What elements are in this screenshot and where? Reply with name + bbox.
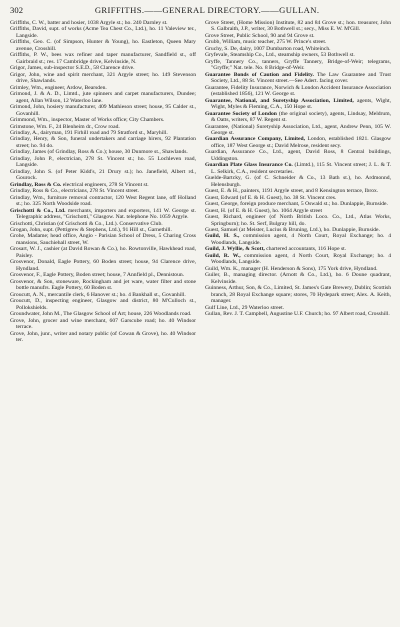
- entry-name: Guest: [205, 194, 219, 201]
- entry-text: (Home Mission) Institute, 82 and 84 Grove st.; hon. treasurer, John S. Galbraith, J.P., writer, 30 Bothwell st.; secy., Miss E. W. M'Gill.: [211, 20, 391, 33]
- directory-entry: Griffiths, Geo. C. (of Simpson, Hunter & Young), ho. Eastleton, Queen Mary avenue, Crosshill.: [10, 39, 196, 52]
- entry-name: Guinness: [205, 285, 226, 292]
- entry-text: Ltd., 29 Waterloo street.: [229, 304, 285, 311]
- entry-name: Gryfevale: [205, 52, 228, 59]
- entry-name: Grimond: [10, 104, 31, 111]
- directory-entry: Grosvenor, Donald, Eagle Pottery, 60 Boden street; house, 94 Clarence drive, Hyndland.: [10, 259, 196, 272]
- entry-name: Guarantee: [205, 123, 229, 130]
- entry-name: Guarantee, National, and Suretyship Association, Limited,: [205, 97, 354, 104]
- entry-text: Samuel (at Meister, Lucius & Bruning, Ltd.), ho. Dunlappie, Burnside.: [220, 227, 380, 233]
- entry-name: Grubb: [205, 39, 220, 46]
- entry-text: H. (of E. & H. Guest), ho. 1064 Argyle street: [220, 207, 323, 214]
- entry-name: Groucutt: [10, 291, 30, 298]
- running-title: GRIFFITHS.——GENERAL DIRECTORY.——GULLAN.: [94, 5, 320, 15]
- entry-text: E. & H., painters, 1191 Argyle street, and 8 Kensington terrace, Ibrox.: [220, 188, 379, 195]
- directory-entry: [205, 162, 391, 175]
- entry-name: Guild, J. Wyllie, & Scott,: [205, 246, 265, 253]
- entry-text: Madame; head office, Angio - Parisian School of Dress, 5 Charing Cross mansions, Sauchiehall street, W.: [16, 233, 196, 246]
- directory-entry: Gryfevale, Steamship Co., Ltd., steamship owners, 53 Bothwell st.: [205, 52, 355, 59]
- directory-entry: Grindlay, John P., electrician, 278 St. Vincent st.; ho. 55 Lochleven road, Langside.: [10, 155, 196, 169]
- entry-name: Grischotti: [10, 220, 33, 227]
- entry-text: Donald, Eagle Pottery, 60 Boden street; house, 94 Clarence drive, Hyndland.: [16, 259, 196, 272]
- entry-name: Grigor: [10, 71, 25, 78]
- entry-name: Griffiths: [10, 39, 30, 46]
- directory-entry: Grogan, John, supt. (Pettigrew & Stephens, Ltd.), 91 Hill st., Garnethill.: [10, 227, 172, 233]
- entry-name: Grindlay: [10, 149, 30, 156]
- entry-text: commission agent, 4 North Court, Royal Exchange; ho. 4 Woodlands, Langside.: [211, 252, 391, 266]
- directory-entry: [205, 253, 391, 266]
- entry-name: Gulf Line: [205, 304, 227, 311]
- directory-entry: Guest, Samuel (at Meister, Lucius & Bruning, Ltd.), ho. Dunlappie, Burnside.: [205, 227, 380, 233]
- entry-name: Guild, R. W.,: [205, 252, 241, 259]
- directory-column-left: [10, 20, 196, 623]
- entry-name: Groundwater: [10, 311, 40, 318]
- entry-text: Wm. K., manager (H. Henderson & Sons), 175 York drive, Hyndland.: [220, 265, 378, 272]
- entry-name: Grindlay, Ross & Co.: [10, 181, 62, 188]
- entry-text: Richard, engineer (of North British Loco. Co., Ltd., Atlas Works, Springburn); ho. St. Serf, Bulgray hill, do.: [211, 214, 391, 227]
- entry-text: John, supt. (Pettigrew & Stephens, Ltd.), 91 Hill st., Garnethill.: [29, 227, 172, 233]
- entry-name: Grindlay: [10, 155, 30, 162]
- entry-name: Guest: [205, 227, 219, 233]
- entry-text: A., dairyman, 191 Firhill road and 79 Stratford st., Maryhill.: [32, 129, 168, 136]
- entry-text: Arthur, Son, & Co., Limited, St. James's Gate Brewery, Dublin; Scottish branch, 28 Royal Exchange square; stores, 70 Hydepark street; Alex. A. Keith, manager.: [211, 285, 391, 305]
- entry-text: Ross & Co., electricians, 278 St. Vincent street.: [32, 188, 140, 195]
- entry-text: Wm., engineer, Ardow, Bearsden.: [31, 84, 107, 91]
- directory-entry: [205, 72, 391, 85]
- directory-columns: [10, 20, 391, 623]
- directory-entry: Guardian, Assurance Co., Ltd., agent, David Ross, 8 Central buildings, Uddingston.: [205, 149, 391, 162]
- entry-name: Grosvenor: [10, 272, 34, 279]
- directory-entry: Guest, H. (of E. & H. Guest), ho. 1064 Argyle street: [205, 207, 323, 214]
- entry-text: James, sub-inspector S.E.D., 58 Clarence drive.: [27, 65, 135, 72]
- directory-entry: Grindlay, Henry, & Son, funeral undertakers and carriage hirers, 92 Plantation street; ho. 94 do.: [10, 136, 196, 149]
- directory-entry: Guinness, Arthur, Son, & Co., Limited, St. James's Gate Brewery, Dublin; Scottish branch, 28 Royal Exchange square; stores, 70 Hydepark street; Alex. A. Keith, manager.: [205, 285, 391, 305]
- directory-entry: Grove, John, junr., writer and notary public (of Cowan & Grove), ho. 40 Windsor ter.: [10, 330, 196, 343]
- entry-name: Grove Street: [205, 20, 234, 26]
- directory-entry: [205, 98, 391, 111]
- directory-entry: Grimmond, Wm., inspector, Master of Works office; City Chambers.: [10, 117, 165, 124]
- entry-name: Gryffe: [205, 58, 220, 65]
- entry-text: Wm., furniture removal contractor, 120 West Regent lane, off Holland st.; ho. 325 North Woodside road.: [16, 194, 196, 208]
- directory-entry: Gruchy, S. De, dairy, 1007 Dumbarton road, Whiteinch.: [205, 45, 331, 52]
- directory-entry: Griffiths, David, supt. of works (Acme Tea Chest Co., Ltd.), ho. 11 Valeview ter., Langside.: [10, 26, 196, 39]
- entry-name: Grindlay: [10, 194, 30, 201]
- entry-name: Guiler: [205, 272, 220, 279]
- entry-text: commission agent, 4 North Court, Royal Exchange; ho. 4 Woodlands, Langside.: [211, 233, 391, 246]
- directory-entry: Guarantee, (National) Suretyship Association, Ltd., agent, Andrew Penn, 105 W. George st.: [205, 123, 391, 136]
- entry-text: J. & A. D., Limtd., jute spinners and carpet manufacturers, Dundee; agent, Allan Wilson, 12 Waterloo lane.: [16, 91, 196, 104]
- directory-entry: Grischotti, Christian (of Grischotti & Co., Ltd.). Conservative Club.: [10, 220, 163, 227]
- directory-entry: Grove Street, Public School, 90 and 94 Grove st.: [205, 32, 315, 39]
- entry-text: (National) Suretyship Association, Ltd., agent, Andrew Penn, 105 W. George st.: [211, 123, 391, 136]
- entry-text: W. J., cashier (at David Rowan & Co.), ho. Rowtonville, Hawkhead road, Paisley.: [16, 246, 196, 259]
- entry-name: Guest: [205, 188, 219, 195]
- entry-text: Edward (of E. & H. Guest), ho. 38 St. Vincent cres.: [220, 194, 337, 201]
- entry-text: & Son, stoneware, Rockingham and jet ware, water filter and stone bottle manufrs. Eagle Pottery, 60 Boden st.: [16, 278, 196, 292]
- entry-name: Guarantee Society of London: [205, 110, 277, 117]
- entry-name: Grosvenor: [10, 278, 34, 285]
- directory-entry: Grosart, W. J., cashier (at David Rowan & Co.), ho. Rowtonville, Hawkhead road, Paisley.: [10, 246, 196, 259]
- directory-entry: Guelde-Bartcky, G. (of C. Schneider & Co., 13 Bath st.), ho. Ardmonnd, Helensburgh.: [205, 175, 391, 188]
- entry-text: London, established 1821. Glasgow office, 187 West George st.; David Melrose, resident secy.: [211, 136, 391, 149]
- directory-entry: [205, 233, 391, 246]
- entry-name: Groucutt: [10, 298, 30, 305]
- directory-entry: Grindlay, Wm., furniture removal contractor, 120 West Regent lane, off Holland st.; ho. 325 North Woodside road.: [10, 194, 196, 208]
- directory-entry: Griffiths, P. W., bees wax refiner and taper manufacturer, Sandfield st., off Gairbraid st.; res. 17 Cambridge drive, Kelvinside, N.: [10, 52, 196, 65]
- directory-entry: Guest, Edward (of E. & H. Guest), ho. 38 St. Vincent cres.: [205, 194, 337, 201]
- entry-text: A. N., mercantile clerk, 6 Hanover st.; ho. 4 Bankhall st., Govanhill.: [32, 291, 186, 298]
- directory-entry: Guiler, B., managing director. (Arnott & Co., Ltd.), ho. 6 Doune quadrant, Kelvinside.: [205, 272, 391, 285]
- entry-text: James (of Grindlay, Ross & Co.); house, 30 Dunmore st., Shawlands.: [32, 149, 188, 156]
- entry-text: John, junr., writer and notary public (of Cowan & Grove), ho. 40 Windsor ter.: [16, 330, 196, 343]
- entry-name: Griffiths: [10, 20, 30, 26]
- entry-text: merchants, importers and exporters, 141 W. George st. Telegraphic address, "Grischotti," Glasgow. Nat. telephone No. 1059 Argyle.: [16, 207, 196, 221]
- entry-name: Grindlay: [10, 129, 30, 136]
- entry-text: John, wine and spirit merchant, 321 Argyle street; ho. 149 Stevenson drive, Shawlands.: [16, 71, 196, 85]
- entry-text: Christian (of Grischotti & Co., Ltd.). Conservative Club.: [35, 220, 163, 227]
- directory-entry: Grimley, Wm., engineer, Ardow, Bearsden.: [10, 84, 107, 91]
- entry-name: Gruchy: [205, 45, 222, 52]
- entry-name: Grischotti & Co., Ltd.: [10, 207, 66, 214]
- directory-entry: Grubb, William, music teacher, 275 W. Prince's street.: [205, 39, 327, 46]
- entry-text: John M., The Glasgow School of Art; house, 226 Woodlands road.: [42, 311, 192, 318]
- entry-name: Grimmond: [10, 117, 35, 124]
- directory-entry: Gulf Line, Ltd., 29 Waterloo street.: [205, 304, 285, 311]
- directory-entry: Grigor, John, wine and spirit merchant, 321 Argyle street; ho. 149 Stevenson drive, Shawlands.: [10, 71, 196, 85]
- entry-text: agents, Wight, Wight, Myles & Fleming, C.A., 150 Hope st.: [211, 97, 391, 111]
- entry-name: Grigor: [10, 65, 25, 72]
- entry-text: C. W., batter and hosier, 1038 Argyle st.; ho. 240 Darnley st.: [32, 20, 168, 26]
- directory-column-right: [205, 20, 391, 623]
- entry-name: Grove Street: [205, 32, 234, 39]
- entry-name: Grogan: [10, 227, 27, 233]
- entry-name: Grimond: [10, 91, 31, 98]
- entry-name: Guardian: [205, 149, 226, 156]
- directory-entry: Grindlay, John S. (of Peter Kidd's, 21 Drury st.); ho. Janefield, Albert rd., Gourock.: [10, 168, 196, 182]
- entry-name: Grindlay: [10, 168, 30, 175]
- entry-text: (Limtd.), 115 St. Vincent street; J. L. & T. L. Selkirk, C.A., resident secretaries.: [211, 162, 391, 175]
- directory-entry: Grigor, James, sub-inspector S.E.D., 58 Clarence drive.: [10, 65, 135, 72]
- directory-entry: Groundwater, John M., The Glasgow School of Art; house, 226 Woodlands road.: [10, 311, 192, 318]
- directory-entry: Guest, E. & H., painters, 1191 Argyle street, and 8 Kensington terrace, Ibrox.: [205, 188, 379, 195]
- entry-name: Grindlay: [10, 188, 30, 195]
- page-header: [10, 5, 391, 17]
- entry-text: Rev. J. T. Campbell, Augustine U.F. Church; ho. 97 Albert road, Crosshill.: [223, 311, 390, 318]
- directory-entry: Guest, Richard, engineer (of North British Loco. Co., Ltd., Atlas Works, Springburn); ho. St. Serf, Bulgray hill, do.: [205, 214, 391, 227]
- entry-name: Grove: [10, 317, 25, 324]
- directory-entry: Guest, George, foreign produce merchant, 5 Oswald st.; ho. Dunlappie, Burnside.: [205, 201, 388, 208]
- entry-name: Grosart: [10, 246, 27, 253]
- directory-entry: Groucutt, A. N., mercantile clerk, 6 Hanover st.; ho. 4 Bankhall st., Govanhill.: [10, 291, 186, 298]
- entry-text: John P., electrician, 278 St. Vincent st.; ho. 55 Lochleven road, Langside.: [16, 155, 196, 169]
- entry-text: Wm. F., 24 Blenheim dr., Crow road.: [36, 123, 120, 130]
- directory-entry: Grohe, Madame; head office, Angio - Parisian School of Dress, 5 Charing Cross mansions, Sauchiehall street, W.: [10, 233, 196, 246]
- entry-text: George, foreign produce merchant, 5 Oswald st.; ho. Dunlappie, Burnside.: [220, 201, 388, 208]
- entry-text: D., inspecting engineer, Glasgow and district, 80 M'Culloch st., Pollokshields.: [16, 298, 196, 311]
- entry-text: Henry, & Son, funeral undertakers and carriage hirers, 92 Plantation street; ho. 94 do.: [16, 136, 196, 149]
- entry-text: Wm., inspector, Master of Works office; City Chambers.: [37, 117, 165, 124]
- entry-text: S. De, dairy, 1007 Dumbarton road, Whiteinch.: [224, 45, 331, 52]
- directory-entry: Grindlay, Ross & Co., electricians, 278 St. Vincent street.: [10, 188, 140, 195]
- entry-text: Assurance Co., Ltd., agent, David Ross, 8 Central buildings, Uddingston.: [211, 149, 391, 162]
- entry-name: Guest: [205, 201, 219, 208]
- entry-text: John, hosiery manufacturer, 409 Mathieson street; house, 95 Calder st., Govanhill.: [16, 104, 196, 117]
- entry-text: Steamship Co., Ltd., steamship owners, 53 Bothwell st.: [230, 52, 355, 59]
- entry-name: Guild, H. S.,: [205, 233, 240, 240]
- entry-text: F., Eagle Pottery, Boden street; house, 7 Annfield pl., Dennistoun.: [36, 272, 185, 279]
- entry-text: chartered accountants, 116 Hope st.: [266, 246, 347, 253]
- entry-text: Fidelity Insurance, Norwich & London Accident Insurance Association (established 1856), 121 W. George st.: [211, 84, 391, 98]
- directory-entry: Grindlay, A., dairyman, 191 Firhill road and 79 Stratford st., Maryhill.: [10, 129, 168, 136]
- directory-entry: Griffiths, C. W., batter and hosier, 1038 Argyle st.; ho. 240 Darnley st.: [10, 20, 168, 26]
- directory-entry: Guild, Wm. K., manager (H. Henderson & Sons), 175 York drive, Hyndland.: [205, 265, 378, 272]
- directory-entry: Grove, John, grocer and wine merchant, 607 Garscube road; ho. 40 Windsor terrace.: [10, 317, 196, 331]
- entry-text: Geo. C. (of Simpson, Hunter & Young), ho. Eastleton, Queen Mary avenue, Crosshill.: [16, 39, 196, 52]
- directory-entry: Groucutt, D., inspecting engineer, Glasgow and district, 80 M'Culloch st., Pollokshields.: [10, 298, 196, 311]
- directory-entry: Grindlay, James (of Grindlay, Ross & Co.); house, 30 Dunmore st., Shawlands.: [10, 149, 188, 156]
- entry-name: Guardian Assurance Company, Limited,: [205, 136, 306, 143]
- entry-name: Grindlay: [10, 136, 30, 143]
- directory-entry: [205, 136, 391, 149]
- entry-name: Gullan: [205, 311, 221, 318]
- entry-name: Grove: [10, 330, 25, 337]
- entry-name: Grosvenor: [10, 259, 34, 266]
- entry-text: David, supt. of works (Acme Tea Chest Co., Ltd.), ho. 11 Valeview ter., Langside.: [16, 26, 196, 39]
- entry-text: electrical engineers, 278 St Vincent st.: [62, 181, 149, 188]
- entry-name: Griffiths: [10, 26, 30, 33]
- directory-entry: Grove Street, (Home Mission) Institute, 82 and 84 Grove st.; hon. treasurer, John S. Galbraith, J.P., writer, 30 Bothwell st.; secy., Miss E. W. M'Gill.: [205, 20, 391, 33]
- directory-entry: [10, 208, 196, 221]
- directory-entry: [205, 111, 391, 124]
- entry-name: Guardian Plate Glass Insurance Co.: [205, 162, 293, 169]
- entry-text: John, grocer and wine merchant, 607 Garscube road; ho. 40 Windsor terrace.: [16, 317, 196, 331]
- entry-text: B., managing director. (Arnott & Co., Ltd.), ho. 6 Doune quadrant, Kelvinside.: [211, 272, 391, 285]
- directory-entry: Grimstone, Wm. F., 24 Blenheim dr., Crow road.: [10, 123, 120, 130]
- entry-name: Guild: [205, 265, 218, 272]
- entry-text: G. (of C. Schneider & Co., 13 Bath st.), ho. Ardmonnd, Helensburgh.: [211, 175, 391, 188]
- directory-entry: Grosvenor, F., Eagle Pottery, Boden street; house, 7 Annfield pl., Dennistoun.: [10, 272, 185, 279]
- entry-name: Guarantee Bonds of Caution and Fidelity.: [205, 71, 314, 78]
- entry-name: Guest: [205, 207, 219, 214]
- entry-text: P. W., bees wax refiner and taper manufacturer, Sandfield st., off Gairbraid st.; res. 17 Cambridge drive, Kelvinside, N.: [16, 52, 196, 65]
- entry-name: Grohe: [10, 233, 25, 240]
- entry-text: The Law Guarantee and Trust Society, Ltd., 88 St. Vincent street.—See Adert. facing cover.: [211, 71, 391, 85]
- entry-text: William, music teacher, 275 W. Prince's street.: [222, 39, 327, 46]
- directory-entry: Gryffe, Tannery Co., tanners, Gryffe Tannery, Bridge-of-Weir; telegrams, "Gryffe;" Nat. tele. No. 8 Bridge-of-Weir.: [205, 58, 391, 72]
- entry-name: Grimley: [10, 84, 29, 91]
- directory-entry: Grosvenor, & Son, stoneware, Rockingham and jet ware, water filter and stone bottle manufrs. Eagle Pottery, 60 Boden st.: [10, 278, 196, 292]
- directory-entry: Gullan, Rev. J. T. Campbell, Augustine U.F. Church; ho. 97 Albert road, Crosshill.: [205, 311, 390, 318]
- entry-text: Public School, 90 and 94 Grove st.: [236, 32, 315, 39]
- entry-name: Guarantee: [205, 84, 229, 91]
- entry-text: John S. (of Peter Kidd's, 21 Drury st.); ho. Janefield, Albert rd., Gourock.: [16, 168, 196, 182]
- directory-entry: Guarantee, Fidelity Insurance, Norwich & London Accident Insurance Association (established 1856), 121 W. George st.: [205, 84, 391, 98]
- page-number: 302: [10, 5, 24, 15]
- entry-text: Tannery Co., tanners, Gryffe Tannery, Bridge-of-Weir; telegrams, "Gryffe;" Nat. tele. No. 8 Bridge-of-Weir.: [211, 58, 391, 72]
- directory-entry: Grimond, John, hosiery manufacturer, 409 Mathieson street; house, 95 Calder st., Govanhill.: [10, 104, 196, 117]
- entry-name: Griffiths: [10, 52, 30, 59]
- directory-entry: Grimond, J. & A. D., Limtd., jute spinners and carpet manufacturers, Dundee; agent, Allan Wilson, 12 Waterloo lane.: [10, 91, 196, 104]
- entry-name: Guest: [205, 214, 219, 221]
- entry-text: (the original society), agents, Lindsay, Meldrum, & Oatts, writers, 87 W. Regent st.: [211, 110, 391, 124]
- entry-name: Guelde-Bartcky: [205, 175, 241, 182]
- entry-name: Grimstone: [10, 123, 34, 130]
